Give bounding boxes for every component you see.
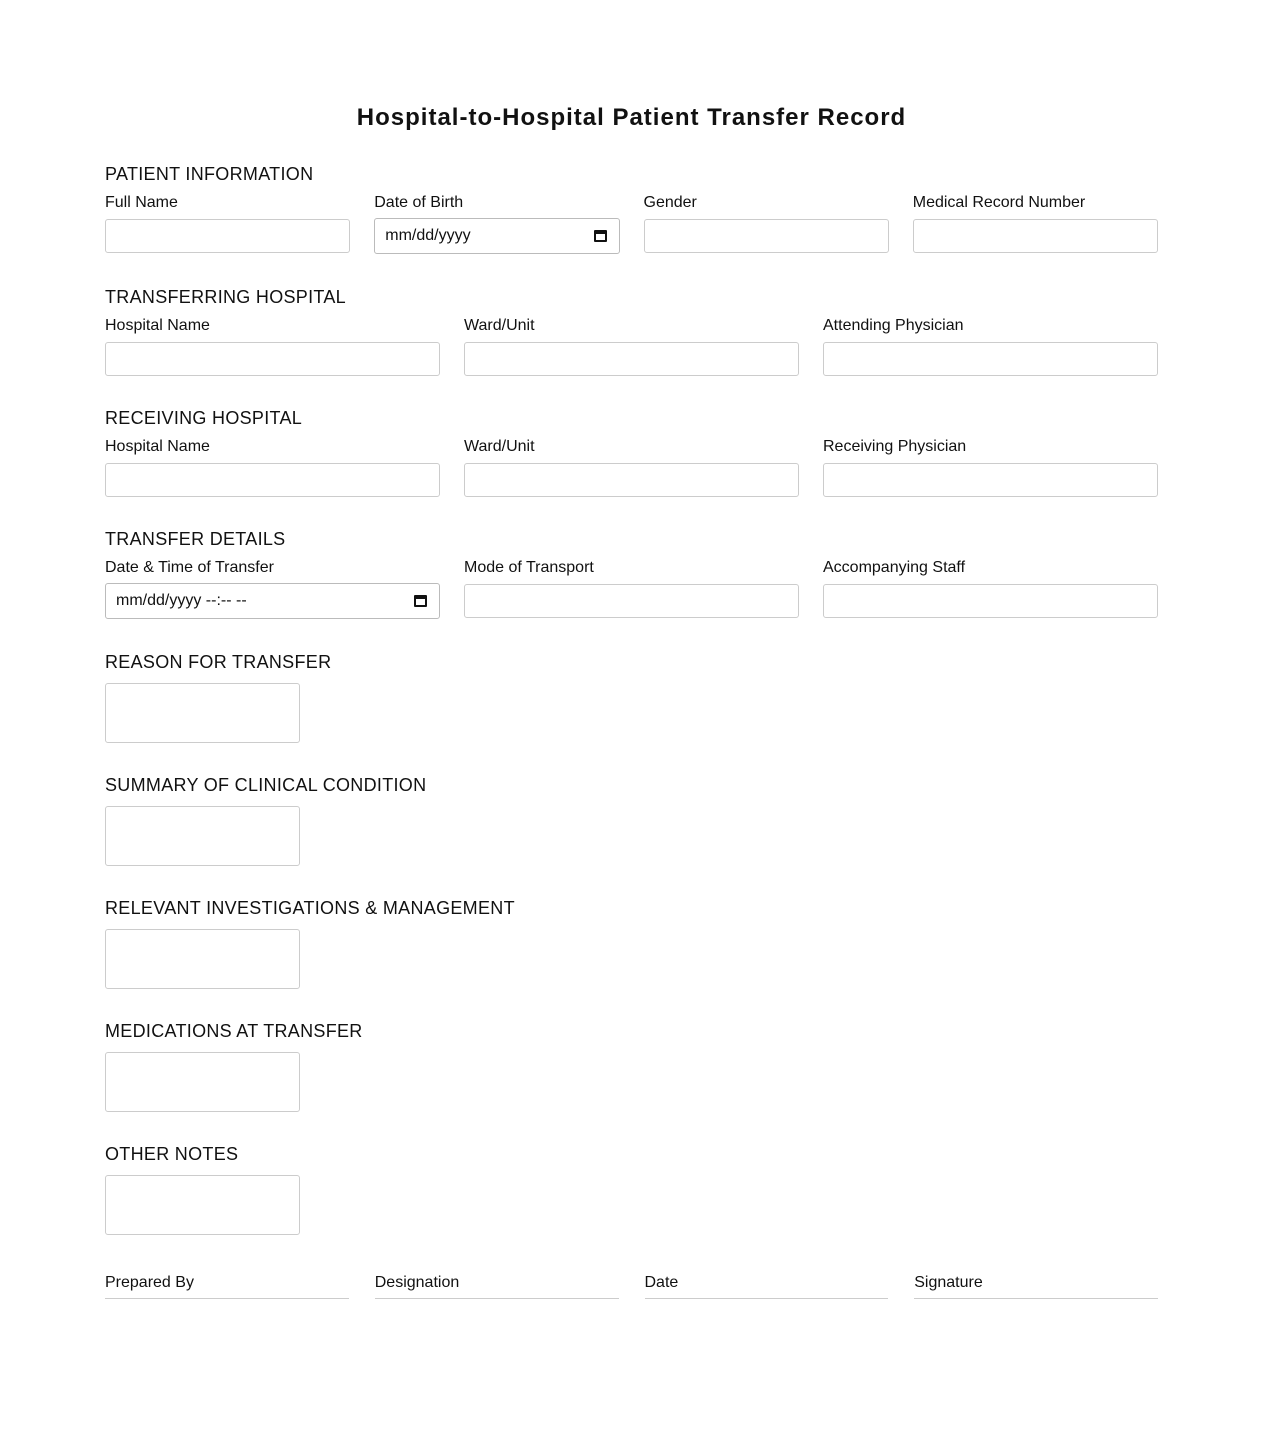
reason-section [105, 652, 1158, 743]
section-heading: TRANSFERRING HOSPITAL [105, 287, 346, 307]
patient-information-section [105, 164, 1158, 254]
other-notes-section [105, 1144, 1158, 1235]
gender-label: Gender [643, 194, 697, 211]
receiving-ward-input[interactable] [464, 463, 799, 497]
accompanying-staff-label: Accompanying Staff [823, 559, 966, 576]
calendar-icon[interactable] [594, 230, 607, 242]
medications-textarea[interactable] [105, 1052, 300, 1112]
other-notes-textarea[interactable] [105, 1175, 300, 1235]
section-heading: RECEIVING HOSPITAL [105, 408, 303, 428]
section-heading: TRANSFER DETAILS [105, 529, 286, 549]
transferring-hospital-input[interactable] [105, 342, 440, 376]
section-heading: PATIENT INFORMATION [105, 164, 314, 184]
attending-physician-label: Attending Physician [823, 317, 964, 334]
date-line: Date [645, 1274, 889, 1299]
signature-line: Signature [914, 1274, 1158, 1299]
page-title: Hospital-to-Hospital Patient Transfer Record [356, 104, 907, 131]
dob-input[interactable] [374, 218, 619, 254]
investigations-section [105, 898, 1158, 989]
gender-input[interactable] [644, 219, 889, 253]
investigations-textarea[interactable] [105, 929, 300, 989]
receiving-hospital-input[interactable] [105, 463, 440, 497]
mrn-label: Medical Record Number [912, 194, 1086, 211]
mrn-input[interactable] [913, 219, 1158, 253]
transferring-ward-input[interactable] [464, 342, 799, 376]
dob-label: Date of Birth [374, 194, 464, 211]
section-heading: OTHER NOTES [105, 1144, 239, 1164]
hospital-name-label: Hospital Name [105, 438, 210, 455]
reason-textarea[interactable] [105, 683, 300, 743]
datetime-placeholder: mm/dd/yyyy --:-- -- [116, 592, 247, 609]
accompanying-staff-input[interactable] [823, 584, 1158, 618]
prepared-by-line: Prepared By [105, 1274, 349, 1299]
receiving-physician-label: Receiving Physician [823, 438, 967, 455]
calendar-icon[interactable] [414, 595, 427, 607]
full-name-label: Full Name [105, 194, 178, 211]
ward-label: Ward/Unit [464, 438, 535, 455]
full-name-input[interactable] [105, 219, 350, 253]
dob-placeholder: mm/dd/yyyy [385, 227, 471, 244]
clinical-summary-textarea[interactable] [105, 806, 300, 866]
designation-line: Designation [375, 1274, 619, 1299]
section-heading: RELEVANT INVESTIGATIONS & MANAGEMENT [105, 898, 515, 918]
hospital-name-label: Hospital Name [105, 317, 210, 334]
signoff-section [105, 1274, 1158, 1299]
ward-label: Ward/Unit [464, 317, 535, 334]
medications-section [105, 1021, 1158, 1112]
mode-of-transport-label: Mode of Transport [464, 559, 594, 576]
clinical-summary-section [105, 775, 1158, 866]
section-heading: SUMMARY OF CLINICAL CONDITION [105, 775, 427, 795]
transfer-details-section [105, 529, 1158, 619]
section-heading: MEDICATIONS AT TRANSFER [105, 1021, 363, 1041]
receiving-physician-input[interactable] [823, 463, 1158, 497]
mode-of-transport-input[interactable] [464, 584, 799, 618]
attending-physician-input[interactable] [823, 342, 1158, 376]
receiving-hospital-section [105, 408, 1158, 497]
transfer-datetime-input[interactable] [105, 583, 440, 619]
section-heading: REASON FOR TRANSFER [105, 652, 332, 672]
transferring-hospital-section [105, 287, 1158, 376]
transfer-datetime-label: Date & Time of Transfer [105, 559, 274, 576]
